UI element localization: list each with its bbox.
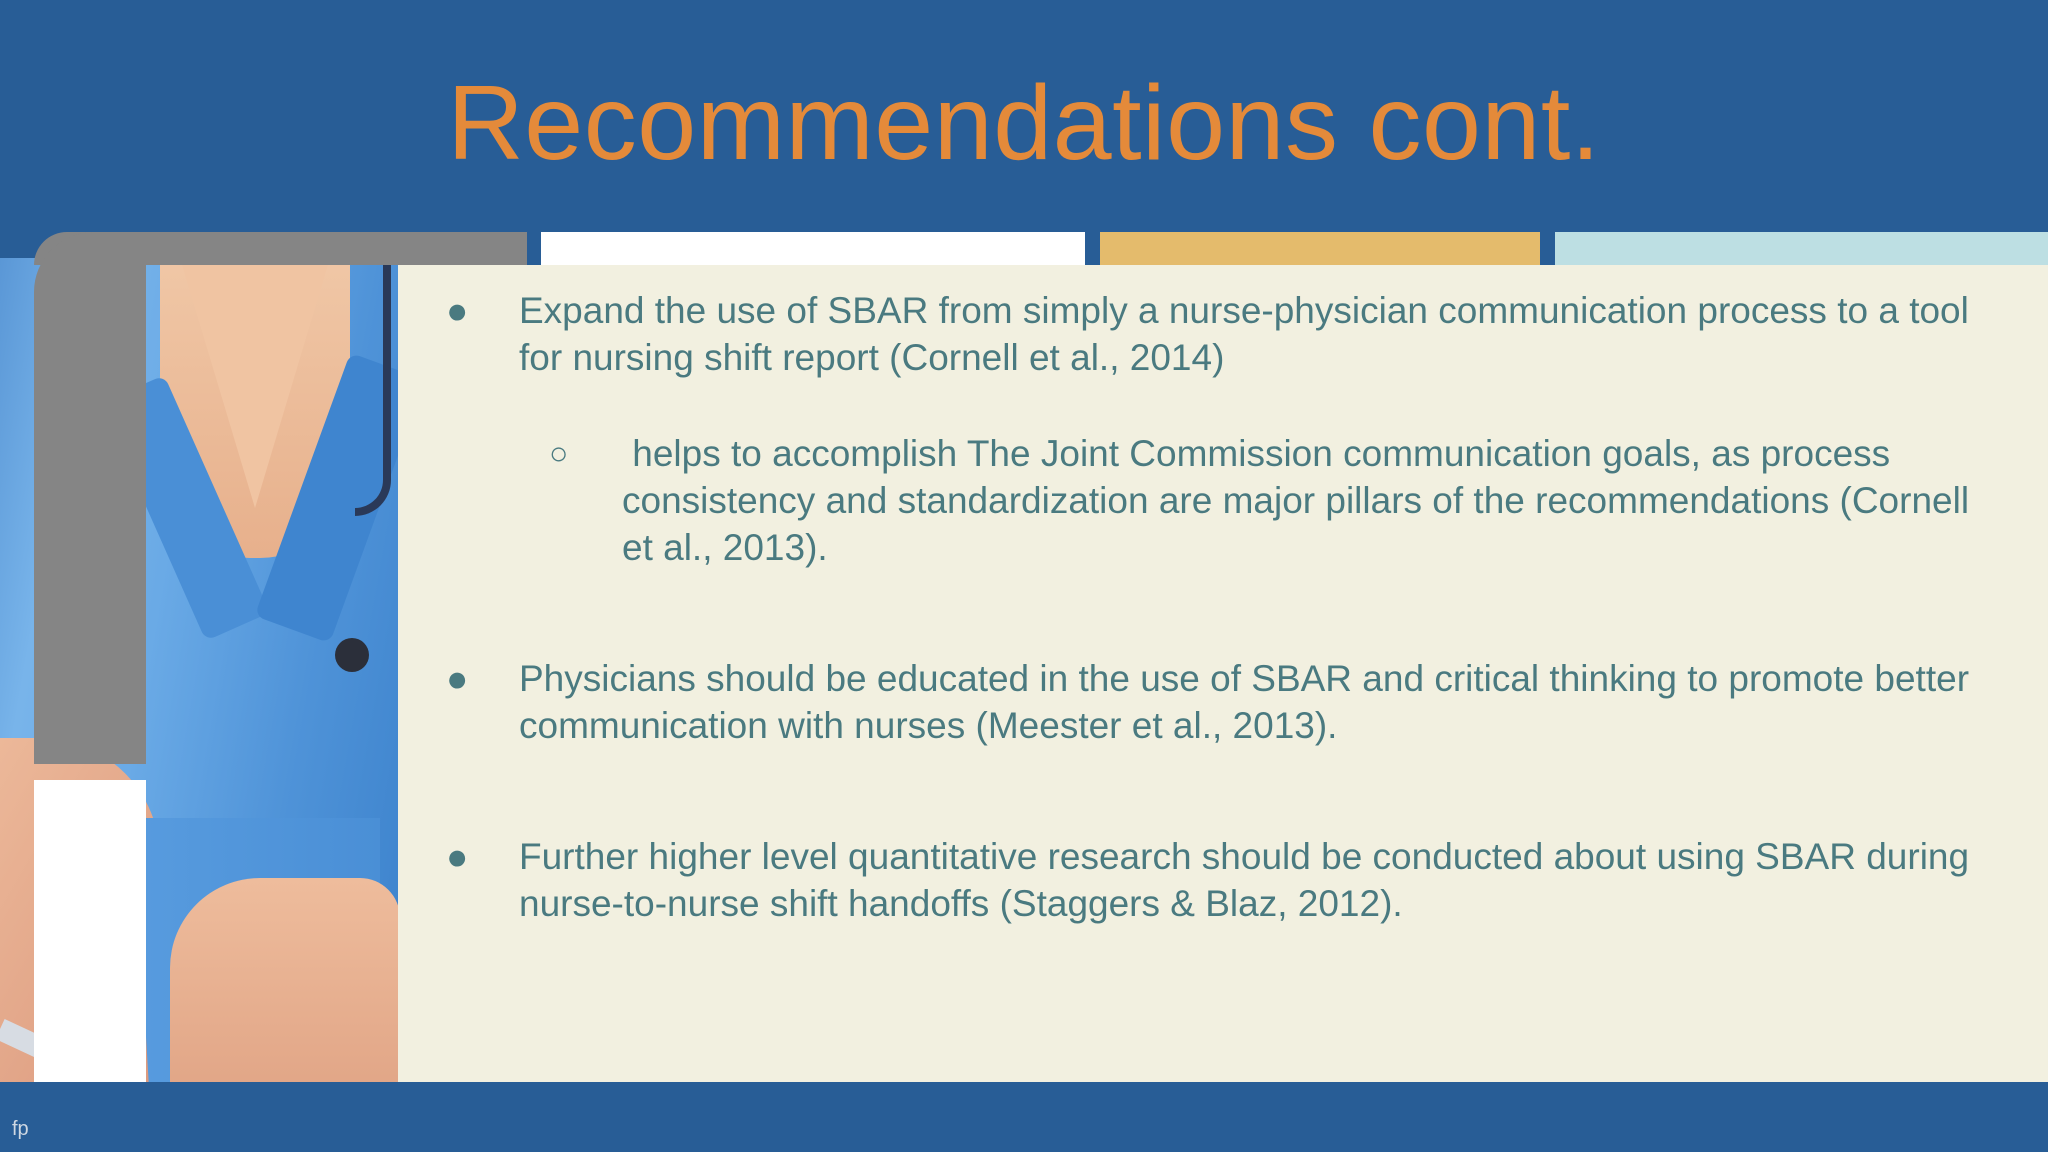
- grey-bracket-side: [34, 232, 146, 764]
- bullet-text: Expand the use of SBAR from simply a nurse-physician communication process to a tool for nursing shift report (Cornell et al., 2014): [519, 290, 1969, 378]
- stripe-white: [541, 232, 1085, 265]
- bullet-marker: ●: [446, 836, 469, 877]
- stripe-light-blue: [1555, 232, 2048, 265]
- stripe-gold: [1100, 232, 1540, 265]
- bullet-text: Further higher level quantitative research should be conducted about using SBAR during nurse-to-nurse shift handoffs (Staggers & Blaz, 2012).: [519, 836, 1970, 924]
- sub-bullet-text: helps to accomplish The Joint Commission communication goals, as process consistency and standardization are major pillars of the recommendations (Cornell et al., 2013).: [622, 433, 1980, 568]
- footer-bar: [0, 1082, 2048, 1152]
- content-panel: [398, 265, 2048, 1082]
- watermark-text: fp: [12, 1118, 29, 1140]
- title-bar: [0, 0, 2048, 232]
- slide-title: Recommendations cont.: [447, 64, 1601, 182]
- sub-bullet-marker: ○: [549, 435, 569, 471]
- stethoscope-shape: [355, 258, 391, 516]
- bullet-text: Physicians should be educated in the use of SBAR and critical thinking to promote better communication with nurses (Meester et al., 2013).: [519, 658, 1970, 746]
- bullet-marker: ●: [446, 290, 469, 331]
- bullet-marker: ●: [446, 658, 469, 699]
